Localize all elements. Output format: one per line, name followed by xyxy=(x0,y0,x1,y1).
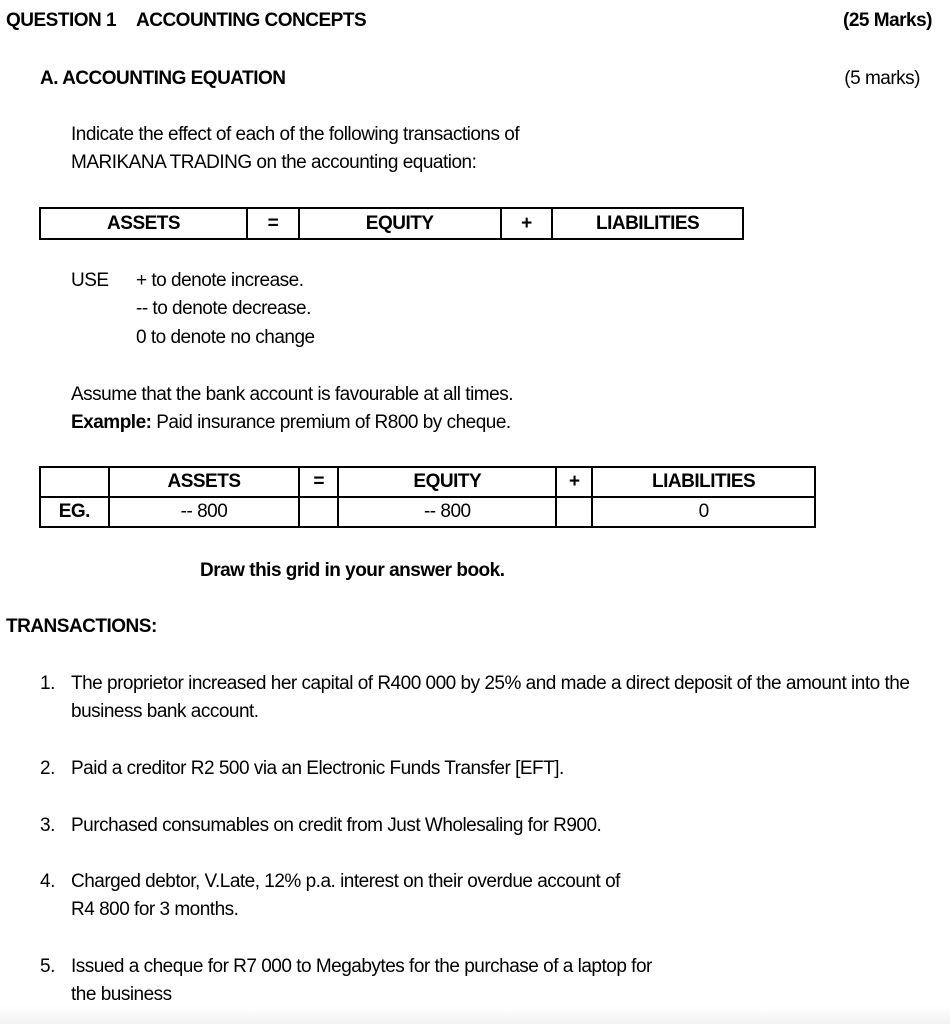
instruction-line-1: Indicate the effect of each of the following transactions of xyxy=(71,124,520,145)
transaction-text: Purchased consumables on credit from Just Wholesaling for R900. xyxy=(71,815,602,836)
equation-assets: ASSETS xyxy=(40,208,247,239)
transaction-number: 2. xyxy=(40,758,55,779)
transaction-number: 5. xyxy=(40,956,55,977)
instruction-line-2: MARIKANA TRADING on the accounting equation: xyxy=(71,152,477,173)
transaction-text: Paid a creditor R2 500 via an Electronic Funds Transfer [EFT]. xyxy=(71,758,564,779)
example-header-blank xyxy=(40,467,109,497)
transactions-title: TRANSACTIONS: xyxy=(6,616,157,637)
use-decrease: -- to denote decrease. xyxy=(136,298,311,319)
draw-grid-note: Draw this grid in your answer book. xyxy=(200,560,505,581)
example-header-equity: EQUITY xyxy=(338,467,556,497)
transaction-text: Charged debtor, V.Late, 12% p.a. interest on their overdue account of xyxy=(71,871,620,892)
total-marks: (25 Marks) xyxy=(843,10,932,31)
page-bottom-shadow xyxy=(0,1006,950,1024)
transaction-text: Issued a cheque for R7 000 to Megabytes for the purchase of a laptop for xyxy=(71,956,652,977)
example-row-assets: -- 800 xyxy=(109,497,300,527)
transaction-text: R4 800 for 3 months. xyxy=(71,899,239,920)
example-text: Paid insurance premium of R800 by cheque. xyxy=(151,412,511,433)
example-header-assets: ASSETS xyxy=(109,467,300,497)
equation-plus: + xyxy=(501,208,552,239)
section-a-title: A. ACCOUNTING EQUATION xyxy=(40,68,286,89)
example-row-plus xyxy=(556,497,592,527)
use-increase: + to denote increase. xyxy=(136,270,304,291)
equation-table xyxy=(39,207,744,240)
example-header-equals: = xyxy=(299,467,338,497)
example-row-equals xyxy=(299,497,338,527)
example-line xyxy=(71,412,511,434)
example-row-label: EG. xyxy=(40,497,109,527)
example-header-liabilities: LIABILITIES xyxy=(592,467,815,497)
assumption-text: Assume that the bank account is favourable at all times. xyxy=(71,384,513,405)
question-topic: ACCOUNTING CONCEPTS xyxy=(136,10,367,31)
use-label: USE xyxy=(71,270,109,291)
use-no-change: 0 to denote no change xyxy=(136,327,315,348)
transaction-text: The proprietor increased her capital of R400 000 by 25% and made a direct deposit of the amount into the xyxy=(71,673,910,694)
example-header-plus: + xyxy=(556,467,592,497)
transaction-number: 3. xyxy=(40,815,55,836)
example-row-liabilities: 0 xyxy=(592,497,815,527)
example-label: Example: xyxy=(71,412,152,433)
equation-equity: EQUITY xyxy=(299,208,501,239)
transaction-text: business bank account. xyxy=(71,701,259,722)
transaction-text: the business xyxy=(71,984,172,1005)
example-row-equity: -- 800 xyxy=(338,497,556,527)
question-number: QUESTION 1 xyxy=(6,10,117,31)
equation-equals: = xyxy=(247,208,298,239)
example-table xyxy=(39,466,816,528)
transaction-number: 1. xyxy=(40,673,55,694)
section-a-marks: (5 marks) xyxy=(844,68,920,89)
transaction-number: 4. xyxy=(40,871,55,892)
equation-liabilities: LIABILITIES xyxy=(552,208,743,239)
